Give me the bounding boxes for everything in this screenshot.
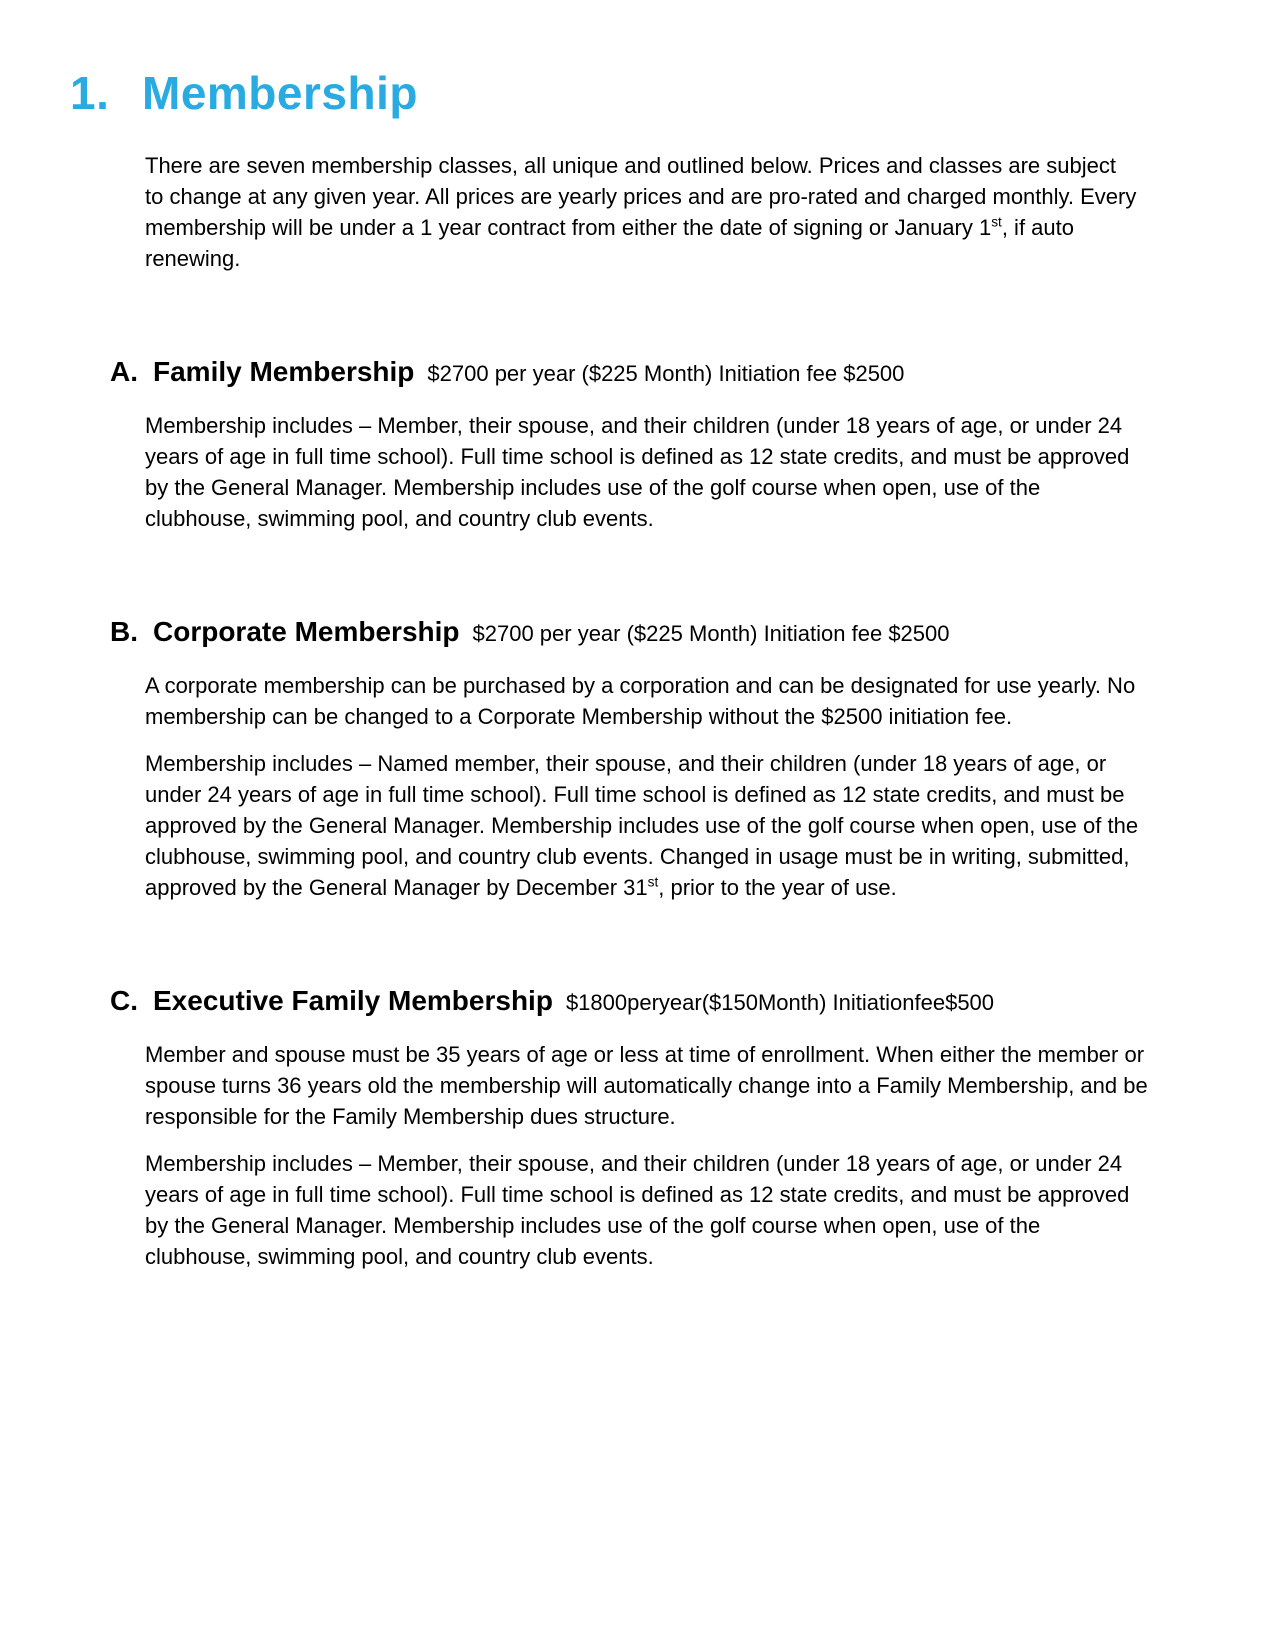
section-letter: B. [110,616,138,647]
text-run: A corporate membership can be purchased by a corporation and can be designated for use yearly. No membership can be changed to a Corporate Membership without the $2500 initiation fee. [145,673,1136,729]
section-heading [110,616,1205,648]
membership-section [70,985,1205,1272]
section-heading [110,985,1205,1017]
section-body [145,670,1205,903]
membership-section [70,356,1205,534]
section-body [145,410,1205,534]
section-letter: A. [110,356,138,387]
superscript-text: st [991,214,1002,230]
page-title-text: Membership [142,67,418,119]
section-price-subtitle: $2700 per year ($225 Month) Initiation fee $2500 [472,621,950,646]
page-title [70,66,1205,120]
section-paragraph [145,670,1140,732]
text-run: There are seven membership classes, all unique and outlined below. Prices and classes are subject to change at any given year. All prices are yearly prices and are pro-rated and charged monthly. Every membership will be under a 1 year contract from either the date of signing or January 1 [145,153,1137,240]
section-price-subtitle: $1800peryear($150Month) Initiationfee$500 [565,990,995,1015]
section-body [145,1039,1205,1272]
text-run: Membership includes – Named member, their spouse, and their children (under 18 years of age, or under 24 years of age in full time school). Full time school is defined as 12 state credits, and must be approved by the General Manager. Membership includes use of the golf course when open, use of the clubhouse, swimming pool, and country club events. Changed in usage must be in writing, submitted, approved by the General Manager by December 31 [145,751,1139,900]
text-run: , prior to the year of use. [658,875,897,900]
superscript-text: st [647,874,659,890]
section-letter: C. [110,985,138,1016]
text-run: Membership includes – Member, their spouse, and their children (under 18 years of age, or under 24 years of age in full time school). Full time school is defined as 12 state credits, and must be approved by the General Manager. Membership includes use of the golf course when open, use of the clubhouse, swimming pool, and country club events. [145,1151,1130,1269]
text-run: Membership includes – Member, their spouse, and their children (under 18 years of age, or under 24 years of age in full time school). Full time school is defined as 12 state credits, and must be approved by the General Manager. Membership includes use of the golf course when open, use of the clubhouse, swimming pool, and country club events. [145,413,1130,531]
section-title: Executive Family Membership [153,985,553,1016]
page-title-number: 1. [70,67,110,119]
intro-paragraph [145,150,1140,274]
section-paragraph [145,1148,1140,1272]
membership-section [70,616,1205,903]
membership-sections-container [70,356,1205,1272]
section-heading [110,356,1205,388]
section-paragraph [145,410,1140,534]
text-run: , if auto renewing. [145,215,1074,271]
text-run: Member and spouse must be 35 years of age or less at time of enrollment. When either the member or spouse turns 36 years old the membership will automatically change into a Family Membership, and be responsible for the Family Membership dues structure. [145,1042,1148,1129]
section-title: Corporate Membership [153,616,460,647]
section-price-subtitle: $2700 per year ($225 Month) Initiation fee $2500 [427,361,905,386]
section-paragraph [145,1039,1215,1132]
section-title: Family Membership [153,356,415,387]
section-paragraph [145,748,1140,903]
